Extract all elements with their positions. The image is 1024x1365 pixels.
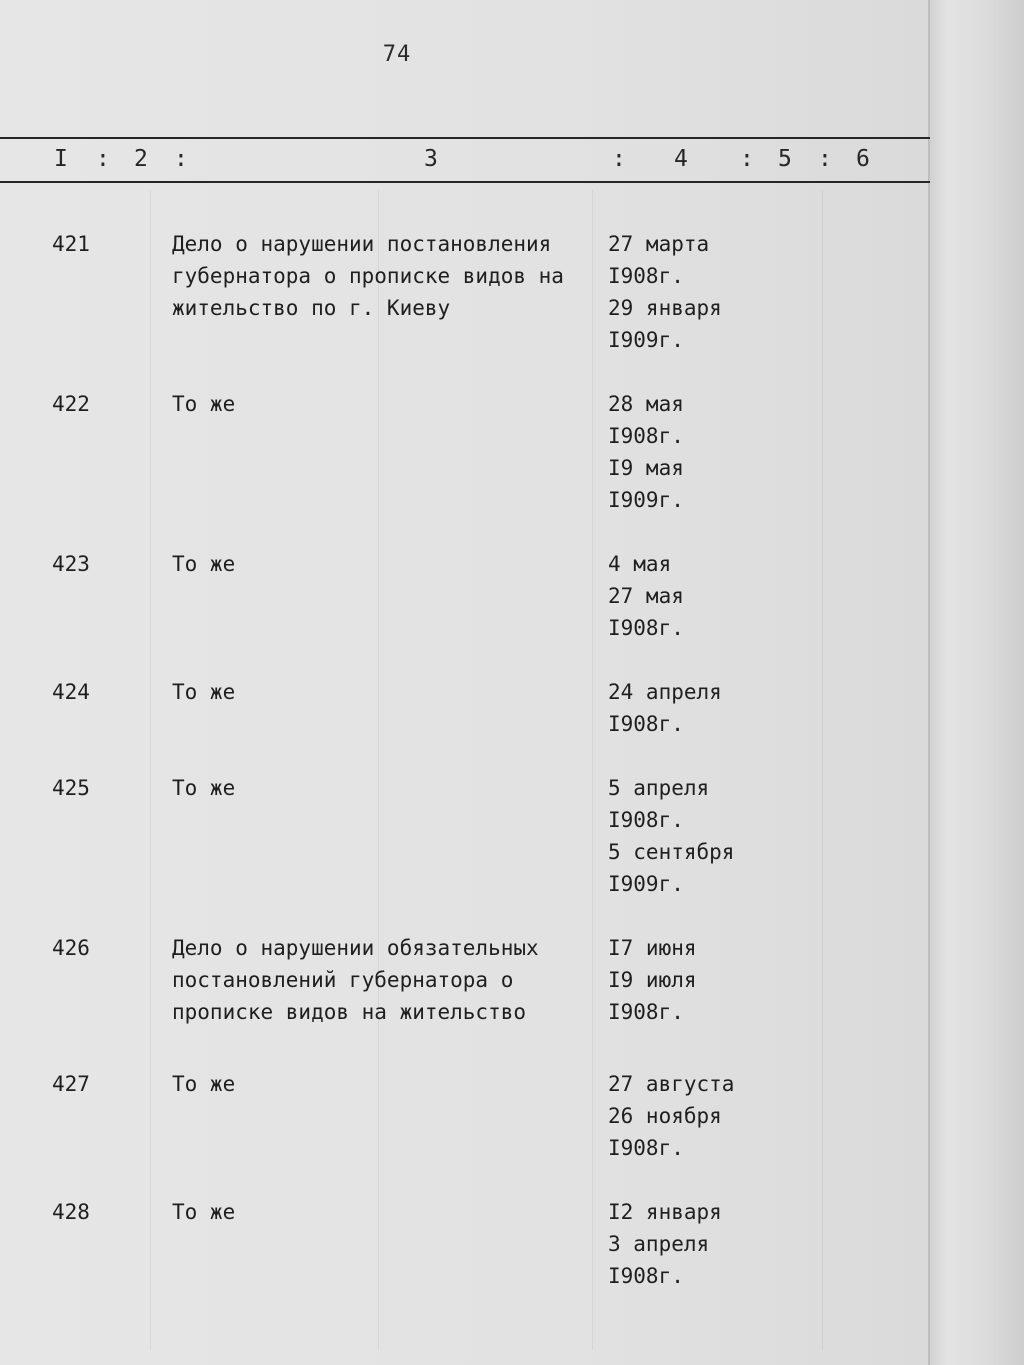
record-number xyxy=(52,228,132,260)
record-dates xyxy=(608,388,778,516)
record-date-line: 27 марта xyxy=(608,232,710,256)
record-title-line: Дело о нарушении обязательных xyxy=(172,936,539,960)
header-bottom-rule xyxy=(0,181,930,183)
column-header-number: 3 xyxy=(424,146,438,172)
record-number xyxy=(52,772,132,804)
page-number: 74 xyxy=(382,42,412,67)
record-number-text: 421 xyxy=(52,232,90,256)
record-number xyxy=(52,676,132,708)
record-number xyxy=(52,388,132,420)
record-date-line: 24 апреля xyxy=(608,680,722,704)
record-title xyxy=(172,548,592,580)
header-top-rule xyxy=(0,137,930,139)
record-title-line: То же xyxy=(172,552,236,576)
record-date-line: I909г. xyxy=(608,872,684,896)
record-dates xyxy=(608,1068,778,1164)
underlying-page-edge xyxy=(928,0,1024,1365)
record-dates xyxy=(608,548,778,644)
record-title xyxy=(172,772,592,804)
record-date-line: I908г. xyxy=(608,424,684,448)
record-title-line: Дело о нарушении постановления xyxy=(172,232,552,256)
record-date-line: I9 июля xyxy=(608,968,697,992)
record-title-line: постановлений губернатора о xyxy=(172,968,514,992)
record-title xyxy=(172,932,592,1028)
record-date-line: I908г. xyxy=(608,1136,684,1160)
page-edge-line xyxy=(928,0,930,1365)
record-title-line: То же xyxy=(172,680,236,704)
column-header-number: 4 xyxy=(674,146,688,172)
record-dates xyxy=(608,676,778,740)
record-title xyxy=(172,228,592,324)
record-number-text: 423 xyxy=(52,552,90,576)
column-guide-line xyxy=(822,190,823,1350)
column-header-number: 2 xyxy=(134,146,148,172)
record-number-text: 426 xyxy=(52,936,90,960)
record-number-text: 422 xyxy=(52,392,90,416)
record-number xyxy=(52,548,132,580)
record-date-line: 27 августа xyxy=(608,1072,735,1096)
record-date-line: 5 сентября xyxy=(608,840,735,864)
column-header-number: I xyxy=(54,146,68,172)
column-header-number: 6 xyxy=(856,146,870,172)
column-guide-line xyxy=(378,190,379,1350)
record-title-line: То же xyxy=(172,1200,236,1224)
record-date-line: 29 января xyxy=(608,296,722,320)
record-date-line: I909г. xyxy=(608,328,684,352)
record-number-text: 425 xyxy=(52,776,90,800)
record-date-line: 28 мая xyxy=(608,392,684,416)
record-dates xyxy=(608,1196,778,1292)
record-date-line: 4 мая xyxy=(608,552,672,576)
record-date-line: 27 мая xyxy=(608,584,684,608)
record-date-line: I908г. xyxy=(608,264,684,288)
column-guide-line xyxy=(592,190,593,1350)
column-separator: : xyxy=(96,146,110,172)
record-number xyxy=(52,1068,132,1100)
record-title-line: То же xyxy=(172,392,236,416)
record-date-line: I9 мая xyxy=(608,456,684,480)
record-number xyxy=(52,1196,132,1228)
column-separator: : xyxy=(818,146,832,172)
record-number-text: 424 xyxy=(52,680,90,704)
record-number-text: 427 xyxy=(52,1072,90,1096)
record-title xyxy=(172,388,592,420)
record-number xyxy=(52,932,132,964)
record-date-line: I909г. xyxy=(608,488,684,512)
record-date-line: I908г. xyxy=(608,1000,684,1024)
record-date-line: I2 января xyxy=(608,1200,722,1224)
record-title xyxy=(172,1196,592,1228)
column-header-number: 5 xyxy=(778,146,792,172)
column-guide-line xyxy=(150,190,151,1350)
column-separator: : xyxy=(612,146,626,172)
record-date-line: I908г. xyxy=(608,808,684,832)
record-title xyxy=(172,676,592,708)
record-date-line: I908г. xyxy=(608,712,684,736)
record-dates xyxy=(608,772,778,900)
record-title-line: То же xyxy=(172,1072,236,1096)
record-date-line: 5 апреля xyxy=(608,776,710,800)
column-separator: : xyxy=(174,146,188,172)
record-date-line: I908г. xyxy=(608,616,684,640)
record-date-line: 3 апреля xyxy=(608,1232,710,1256)
record-title-line: То же xyxy=(172,776,236,800)
record-number-text: 428 xyxy=(52,1200,90,1224)
record-date-line: I7 июня xyxy=(608,936,697,960)
column-separator: : xyxy=(740,146,754,172)
record-dates xyxy=(608,932,778,1028)
record-dates xyxy=(608,228,778,356)
record-date-line: I908г. xyxy=(608,1264,684,1288)
record-title-line: прописке видов на жительство xyxy=(172,1000,527,1024)
record-title-line: губернатора о прописке видов на xyxy=(172,264,564,288)
record-title xyxy=(172,1068,592,1100)
record-title-line: жительство по г. Киеву xyxy=(172,296,451,320)
record-date-line: 26 ноября xyxy=(608,1104,722,1128)
